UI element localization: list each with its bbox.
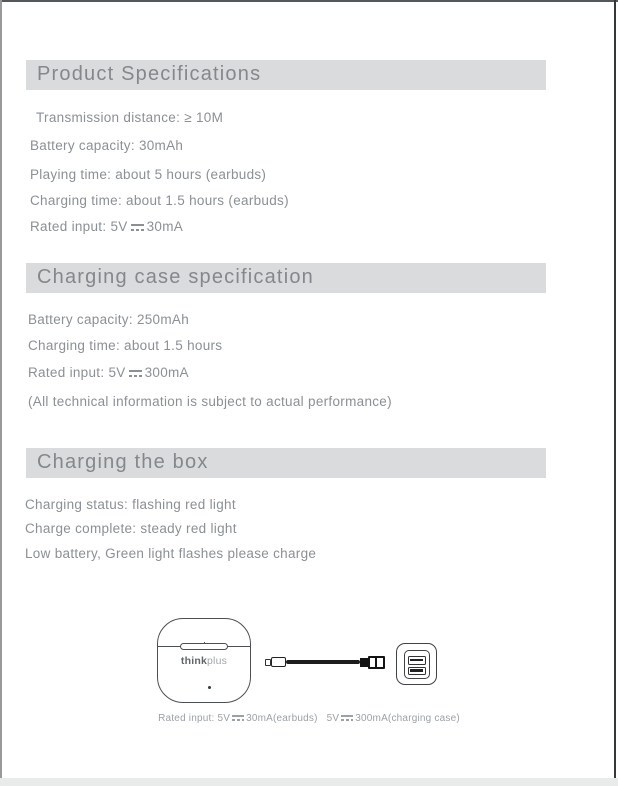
caption-case-value: 300mA(charging case) [355,713,460,724]
spec-line-rated-input-earbuds [30,219,183,234]
section-header-product-specifications [26,60,546,90]
spec-line-technical-note: (All technical information is subject to actual performance) [28,394,392,409]
page-border-top [0,0,618,2]
dc-symbol-icon [129,369,142,378]
spec-line-charging-status: Charging status: flashing red light [25,497,236,512]
caption-case-voltage: 5V [326,713,340,724]
caption-rated-input: Rated input: 5V [158,713,231,724]
spec-line-low-battery: Low battery, Green light flashes please charge [25,546,317,561]
usb-port-icon [408,667,426,676]
dc-symbol-icon [341,714,353,722]
spec-line-transmission-distance: Transmission distance: ≥ 10M [36,110,224,125]
rated-input-suffix: 30mA [146,219,184,234]
dc-symbol-icon [232,714,244,722]
charging-case-illustration [157,618,251,703]
case-led-indicator [208,686,211,689]
usb-a-plug-icon [368,656,385,669]
rated-input-suffix: 300mA [144,365,189,380]
wall-charger-illustration [396,643,437,685]
charger-faceplate [404,650,430,679]
page-bottom-gap [0,778,618,786]
charging-cable-cord [286,660,360,664]
spec-line-charging-time-earbuds: Charging time: about 1.5 hours (earbuds) [30,193,289,208]
spec-line-rated-input-case [28,365,189,380]
section-title: Charging case specification [37,266,314,288]
case-hinge-button [180,643,228,650]
section-title: Product Specifications [37,63,262,85]
rated-input-prefix: Rated input: 5V [28,365,126,380]
caption-earbuds-value: 30mA(earbuds) [246,713,318,724]
section-header-charging-case-specification [26,263,546,293]
usb-a-collar-icon [360,658,368,667]
rated-input-prefix: Rated input: 5V [30,219,128,234]
logo-plus: plus [207,655,228,667]
spec-line-charge-complete: Charge complete: steady red light [25,521,237,536]
section-title: Charging the box [37,451,209,473]
dc-symbol-icon [131,223,144,232]
usb-port-icon [408,656,426,665]
illustration-caption [0,713,618,724]
page-border-right [614,0,616,779]
usb-c-plug-icon [271,657,286,667]
spec-line-playing-time: Playing time: about 5 hours (earbuds) [30,167,267,182]
page-border-left [0,0,2,779]
spec-line-battery-capacity-earbuds: Battery capacity: 30mAh [30,138,184,153]
section-header-charging-the-box [26,448,546,478]
logo-think: think [180,655,208,667]
spec-line-battery-capacity-case: Battery capacity: 250mAh [28,312,190,327]
spec-line-charging-time-case: Charging time: about 1.5 hours [28,338,223,353]
thinkplus-logo [158,655,250,667]
